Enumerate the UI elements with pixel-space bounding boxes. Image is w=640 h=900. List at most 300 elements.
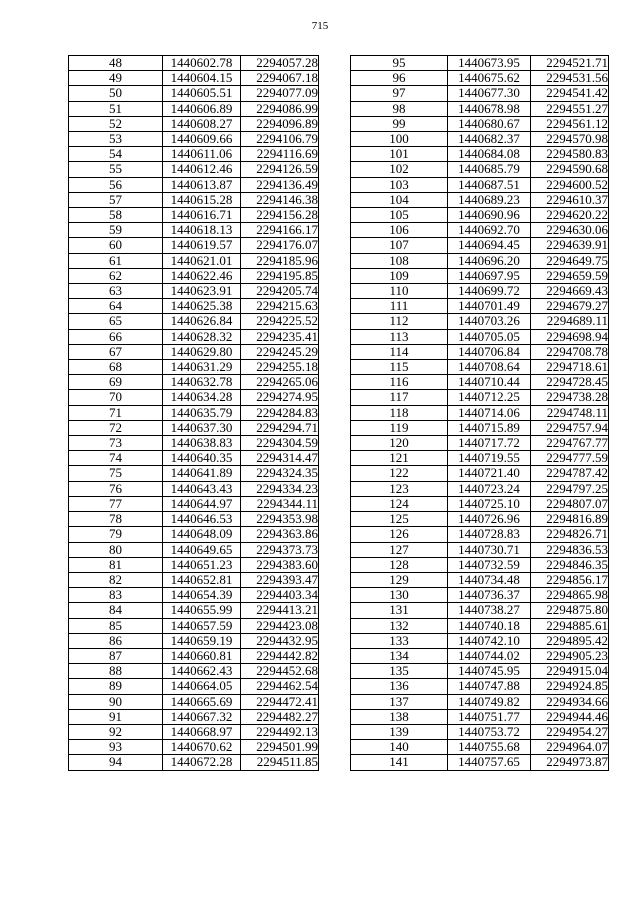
point-number-cell: 66 xyxy=(69,329,163,344)
point-number-cell: 102 xyxy=(351,162,448,177)
point-number-cell: 65 xyxy=(69,314,163,329)
y-coordinate-cell: 2294086.99 xyxy=(241,101,319,116)
y-coordinate-cell: 2294895.42 xyxy=(531,633,609,648)
point-number-cell: 82 xyxy=(69,572,163,587)
y-coordinate-cell: 2294875.80 xyxy=(531,603,609,618)
table-row xyxy=(69,284,319,299)
point-number-cell: 116 xyxy=(351,375,448,390)
point-number-cell: 68 xyxy=(69,360,163,375)
table-row xyxy=(69,694,319,709)
point-number-cell: 114 xyxy=(351,344,448,359)
y-coordinate-cell: 2294856.17 xyxy=(531,572,609,587)
x-coordinate-cell: 1440708.64 xyxy=(448,360,531,375)
point-number-cell: 67 xyxy=(69,344,163,359)
x-coordinate-cell: 1440648.09 xyxy=(163,527,241,542)
table-row xyxy=(351,71,609,86)
point-number-cell: 124 xyxy=(351,496,448,511)
point-number-cell: 54 xyxy=(69,147,163,162)
table-row xyxy=(69,512,319,527)
table-row xyxy=(351,557,609,572)
table-row xyxy=(69,208,319,223)
point-number-cell: 101 xyxy=(351,147,448,162)
y-coordinate-cell: 2294600.52 xyxy=(531,177,609,192)
table-row xyxy=(69,268,319,283)
table-row xyxy=(69,648,319,663)
y-coordinate-cell: 2294452.68 xyxy=(241,664,319,679)
y-coordinate-cell: 2294314.47 xyxy=(241,451,319,466)
point-number-cell: 121 xyxy=(351,451,448,466)
x-coordinate-cell: 1440732.59 xyxy=(448,557,531,572)
x-coordinate-cell: 1440618.13 xyxy=(163,223,241,238)
point-number-cell: 119 xyxy=(351,420,448,435)
y-coordinate-cell: 2294561.12 xyxy=(531,116,609,131)
table-row xyxy=(351,496,609,511)
table-row xyxy=(69,132,319,147)
y-coordinate-cell: 2294462.54 xyxy=(241,679,319,694)
table-row xyxy=(351,603,609,618)
y-coordinate-cell: 2294403.34 xyxy=(241,588,319,603)
point-number-cell: 53 xyxy=(69,132,163,147)
table-row xyxy=(351,694,609,709)
y-coordinate-cell: 2294195.85 xyxy=(241,268,319,283)
y-coordinate-cell: 2294096.89 xyxy=(241,116,319,131)
x-coordinate-cell: 1440697.95 xyxy=(448,268,531,283)
y-coordinate-cell: 2294432.95 xyxy=(241,633,319,648)
table-row xyxy=(351,299,609,314)
x-coordinate-cell: 1440606.89 xyxy=(163,101,241,116)
x-coordinate-cell: 1440643.43 xyxy=(163,481,241,496)
point-number-cell: 136 xyxy=(351,679,448,694)
point-number-cell: 141 xyxy=(351,755,448,770)
x-coordinate-cell: 1440706.84 xyxy=(448,344,531,359)
table-row xyxy=(69,56,319,71)
x-coordinate-cell: 1440725.10 xyxy=(448,496,531,511)
x-coordinate-cell: 1440602.78 xyxy=(163,56,241,71)
y-coordinate-cell: 2294836.53 xyxy=(531,542,609,557)
point-number-cell: 60 xyxy=(69,238,163,253)
table-row xyxy=(351,132,609,147)
table-row xyxy=(351,116,609,131)
table-row xyxy=(351,618,609,633)
point-number-cell: 117 xyxy=(351,390,448,405)
point-number-cell: 70 xyxy=(69,390,163,405)
x-coordinate-cell: 1440668.97 xyxy=(163,724,241,739)
point-number-cell: 107 xyxy=(351,238,448,253)
y-coordinate-cell: 2294413.21 xyxy=(241,603,319,618)
x-coordinate-cell: 1440629.80 xyxy=(163,344,241,359)
table-row xyxy=(351,375,609,390)
table-row xyxy=(351,527,609,542)
table-row xyxy=(351,360,609,375)
y-coordinate-cell: 2294738.28 xyxy=(531,390,609,405)
point-number-cell: 91 xyxy=(69,709,163,724)
x-coordinate-cell: 1440749.82 xyxy=(448,694,531,709)
x-coordinate-cell: 1440721.40 xyxy=(448,466,531,481)
point-number-cell: 75 xyxy=(69,466,163,481)
point-number-cell: 85 xyxy=(69,618,163,633)
x-coordinate-cell: 1440628.32 xyxy=(163,329,241,344)
point-number-cell: 89 xyxy=(69,679,163,694)
table-row xyxy=(69,375,319,390)
point-number-cell: 79 xyxy=(69,527,163,542)
point-number-cell: 115 xyxy=(351,360,448,375)
x-coordinate-cell: 1440712.25 xyxy=(448,390,531,405)
table-row xyxy=(351,268,609,283)
point-number-cell: 104 xyxy=(351,192,448,207)
point-number-cell: 123 xyxy=(351,481,448,496)
x-coordinate-cell: 1440667.32 xyxy=(163,709,241,724)
table-row xyxy=(351,436,609,451)
y-coordinate-cell: 2294423.08 xyxy=(241,618,319,633)
point-number-cell: 131 xyxy=(351,603,448,618)
y-coordinate-cell: 2294846.35 xyxy=(531,557,609,572)
point-number-cell: 88 xyxy=(69,664,163,679)
x-coordinate-cell: 1440705.05 xyxy=(448,329,531,344)
table-row xyxy=(69,177,319,192)
x-coordinate-cell: 1440626.84 xyxy=(163,314,241,329)
point-number-cell: 138 xyxy=(351,709,448,724)
point-number-cell: 49 xyxy=(69,71,163,86)
y-coordinate-cell: 2294294.71 xyxy=(241,420,319,435)
y-coordinate-cell: 2294344.11 xyxy=(241,496,319,511)
x-coordinate-cell: 1440730.71 xyxy=(448,542,531,557)
x-coordinate-cell: 1440682.37 xyxy=(448,132,531,147)
y-coordinate-cell: 2294964.07 xyxy=(531,740,609,755)
y-coordinate-cell: 2294324.35 xyxy=(241,466,319,481)
y-coordinate-cell: 2294570.98 xyxy=(531,132,609,147)
point-number-cell: 78 xyxy=(69,512,163,527)
point-number-cell: 135 xyxy=(351,664,448,679)
point-number-cell: 122 xyxy=(351,466,448,481)
table-row xyxy=(69,329,319,344)
x-coordinate-cell: 1440685.79 xyxy=(448,162,531,177)
y-coordinate-cell: 2294924.85 xyxy=(531,679,609,694)
table-row xyxy=(351,192,609,207)
y-coordinate-cell: 2294235.41 xyxy=(241,329,319,344)
point-number-cell: 112 xyxy=(351,314,448,329)
x-coordinate-cell: 1440734.48 xyxy=(448,572,531,587)
x-coordinate-cell: 1440745.95 xyxy=(448,664,531,679)
y-coordinate-cell: 2294136.49 xyxy=(241,177,319,192)
x-coordinate-cell: 1440611.06 xyxy=(163,147,241,162)
y-coordinate-cell: 2294116.69 xyxy=(241,147,319,162)
x-coordinate-cell: 1440619.57 xyxy=(163,238,241,253)
y-coordinate-cell: 2294146.38 xyxy=(241,192,319,207)
point-number-cell: 99 xyxy=(351,116,448,131)
x-coordinate-cell: 1440638.83 xyxy=(163,436,241,451)
table-row xyxy=(69,466,319,481)
y-coordinate-cell: 2294531.56 xyxy=(531,71,609,86)
table-row xyxy=(69,603,319,618)
y-coordinate-cell: 2294353.98 xyxy=(241,512,319,527)
y-coordinate-cell: 2294442.82 xyxy=(241,648,319,663)
point-number-cell: 139 xyxy=(351,724,448,739)
y-coordinate-cell: 2294482.27 xyxy=(241,709,319,724)
y-coordinate-cell: 2294501.99 xyxy=(241,740,319,755)
y-coordinate-cell: 2294767.77 xyxy=(531,436,609,451)
x-coordinate-cell: 1440613.87 xyxy=(163,177,241,192)
table-row xyxy=(69,71,319,86)
point-number-cell: 84 xyxy=(69,603,163,618)
coordinates-table-right xyxy=(350,55,609,771)
y-coordinate-cell: 2294708.78 xyxy=(531,344,609,359)
y-coordinate-cell: 2294954.27 xyxy=(531,724,609,739)
y-coordinate-cell: 2294610.37 xyxy=(531,192,609,207)
y-coordinate-cell: 2294659.59 xyxy=(531,268,609,283)
x-coordinate-cell: 1440694.45 xyxy=(448,238,531,253)
x-coordinate-cell: 1440755.68 xyxy=(448,740,531,755)
table-row xyxy=(351,512,609,527)
point-number-cell: 87 xyxy=(69,648,163,663)
table-row xyxy=(351,755,609,770)
y-coordinate-cell: 2294639.91 xyxy=(531,238,609,253)
y-coordinate-cell: 2294807.07 xyxy=(531,496,609,511)
point-number-cell: 61 xyxy=(69,253,163,268)
x-coordinate-cell: 1440726.96 xyxy=(448,512,531,527)
table-row xyxy=(351,162,609,177)
point-number-cell: 108 xyxy=(351,253,448,268)
point-number-cell: 126 xyxy=(351,527,448,542)
x-coordinate-cell: 1440701.49 xyxy=(448,299,531,314)
y-coordinate-cell: 2294057.28 xyxy=(241,56,319,71)
y-coordinate-cell: 2294363.86 xyxy=(241,527,319,542)
point-number-cell: 62 xyxy=(69,268,163,283)
x-coordinate-cell: 1440657.59 xyxy=(163,618,241,633)
table-row xyxy=(351,633,609,648)
table-row xyxy=(69,86,319,101)
point-number-cell: 94 xyxy=(69,755,163,770)
point-number-cell: 96 xyxy=(351,71,448,86)
y-coordinate-cell: 2294284.83 xyxy=(241,405,319,420)
point-number-cell: 106 xyxy=(351,223,448,238)
table-row xyxy=(69,588,319,603)
x-coordinate-cell: 1440717.72 xyxy=(448,436,531,451)
point-number-cell: 72 xyxy=(69,420,163,435)
y-coordinate-cell: 2294472.41 xyxy=(241,694,319,709)
point-number-cell: 77 xyxy=(69,496,163,511)
table-row xyxy=(69,162,319,177)
y-coordinate-cell: 2294373.73 xyxy=(241,542,319,557)
y-coordinate-cell: 2294630.06 xyxy=(531,223,609,238)
point-number-cell: 71 xyxy=(69,405,163,420)
point-number-cell: 120 xyxy=(351,436,448,451)
coordinates-table-left xyxy=(68,55,319,771)
y-coordinate-cell: 2294826.71 xyxy=(531,527,609,542)
point-number-cell: 86 xyxy=(69,633,163,648)
x-coordinate-cell: 1440677.30 xyxy=(448,86,531,101)
x-coordinate-cell: 1440646.53 xyxy=(163,512,241,527)
point-number-cell: 132 xyxy=(351,618,448,633)
x-coordinate-cell: 1440672.28 xyxy=(163,755,241,770)
x-coordinate-cell: 1440728.83 xyxy=(448,527,531,542)
point-number-cell: 52 xyxy=(69,116,163,131)
y-coordinate-cell: 2294580.83 xyxy=(531,147,609,162)
y-coordinate-cell: 2294255.18 xyxy=(241,360,319,375)
y-coordinate-cell: 2294245.29 xyxy=(241,344,319,359)
table-row xyxy=(69,390,319,405)
table-row xyxy=(69,253,319,268)
x-coordinate-cell: 1440744.02 xyxy=(448,648,531,663)
y-coordinate-cell: 2294748.11 xyxy=(531,405,609,420)
table-row xyxy=(351,56,609,71)
x-coordinate-cell: 1440604.15 xyxy=(163,71,241,86)
point-number-cell: 64 xyxy=(69,299,163,314)
table-row xyxy=(69,116,319,131)
x-coordinate-cell: 1440616.71 xyxy=(163,208,241,223)
point-number-cell: 113 xyxy=(351,329,448,344)
y-coordinate-cell: 2294865.98 xyxy=(531,588,609,603)
y-coordinate-cell: 2294511.85 xyxy=(241,755,319,770)
table-row xyxy=(351,572,609,587)
x-coordinate-cell: 1440634.28 xyxy=(163,390,241,405)
x-coordinate-cell: 1440690.96 xyxy=(448,208,531,223)
x-coordinate-cell: 1440651.23 xyxy=(163,557,241,572)
y-coordinate-cell: 2294620.22 xyxy=(531,208,609,223)
y-coordinate-cell: 2294905.23 xyxy=(531,648,609,663)
x-coordinate-cell: 1440615.28 xyxy=(163,192,241,207)
table-row xyxy=(69,481,319,496)
x-coordinate-cell: 1440692.70 xyxy=(448,223,531,238)
table-row xyxy=(351,314,609,329)
x-coordinate-cell: 1440740.18 xyxy=(448,618,531,633)
table-row xyxy=(351,329,609,344)
x-coordinate-cell: 1440625.38 xyxy=(163,299,241,314)
x-coordinate-cell: 1440757.65 xyxy=(448,755,531,770)
point-number-cell: 63 xyxy=(69,284,163,299)
table-row xyxy=(69,572,319,587)
y-coordinate-cell: 2294383.60 xyxy=(241,557,319,572)
table-row xyxy=(351,740,609,755)
point-number-cell: 134 xyxy=(351,648,448,663)
point-number-cell: 83 xyxy=(69,588,163,603)
point-number-cell: 98 xyxy=(351,101,448,116)
y-coordinate-cell: 2294698.94 xyxy=(531,329,609,344)
table-row xyxy=(69,557,319,572)
point-number-cell: 95 xyxy=(351,56,448,71)
table-row xyxy=(351,466,609,481)
table-row xyxy=(351,405,609,420)
point-number-cell: 110 xyxy=(351,284,448,299)
y-coordinate-cell: 2294521.71 xyxy=(531,56,609,71)
point-number-cell: 48 xyxy=(69,56,163,71)
x-coordinate-cell: 1440699.72 xyxy=(448,284,531,299)
table-row xyxy=(69,709,319,724)
point-number-cell: 73 xyxy=(69,436,163,451)
x-coordinate-cell: 1440670.62 xyxy=(163,740,241,755)
table-row xyxy=(351,664,609,679)
table-row xyxy=(69,542,319,557)
point-number-cell: 90 xyxy=(69,694,163,709)
point-number-cell: 51 xyxy=(69,101,163,116)
point-number-cell: 129 xyxy=(351,572,448,587)
x-coordinate-cell: 1440641.89 xyxy=(163,466,241,481)
table-row xyxy=(351,86,609,101)
table-row xyxy=(351,648,609,663)
x-coordinate-cell: 1440675.62 xyxy=(448,71,531,86)
table-row xyxy=(351,101,609,116)
point-number-cell: 74 xyxy=(69,451,163,466)
y-coordinate-cell: 2294077.09 xyxy=(241,86,319,101)
x-coordinate-cell: 1440631.29 xyxy=(163,360,241,375)
x-coordinate-cell: 1440673.95 xyxy=(448,56,531,71)
point-number-cell: 137 xyxy=(351,694,448,709)
x-coordinate-cell: 1440747.88 xyxy=(448,679,531,694)
table-row xyxy=(69,451,319,466)
table-row xyxy=(69,724,319,739)
y-coordinate-cell: 2294126.59 xyxy=(241,162,319,177)
point-number-cell: 55 xyxy=(69,162,163,177)
table-row xyxy=(69,360,319,375)
table-row xyxy=(351,344,609,359)
table-row xyxy=(69,101,319,116)
point-number-cell: 59 xyxy=(69,223,163,238)
table-row xyxy=(69,420,319,435)
x-coordinate-cell: 1440680.67 xyxy=(448,116,531,131)
point-number-cell: 69 xyxy=(69,375,163,390)
y-coordinate-cell: 2294669.43 xyxy=(531,284,609,299)
y-coordinate-cell: 2294176.07 xyxy=(241,238,319,253)
y-coordinate-cell: 2294728.45 xyxy=(531,375,609,390)
x-coordinate-cell: 1440637.30 xyxy=(163,420,241,435)
y-coordinate-cell: 2294679.27 xyxy=(531,299,609,314)
table-row xyxy=(69,223,319,238)
table-row xyxy=(69,299,319,314)
table-row xyxy=(69,238,319,253)
point-number-cell: 50 xyxy=(69,86,163,101)
x-coordinate-cell: 1440751.77 xyxy=(448,709,531,724)
y-coordinate-cell: 2294215.63 xyxy=(241,299,319,314)
point-number-cell: 100 xyxy=(351,132,448,147)
y-coordinate-cell: 2294915.04 xyxy=(531,664,609,679)
y-coordinate-cell: 2294934.66 xyxy=(531,694,609,709)
point-number-cell: 93 xyxy=(69,740,163,755)
y-coordinate-cell: 2294718.61 xyxy=(531,360,609,375)
table-row xyxy=(351,147,609,162)
point-number-cell: 133 xyxy=(351,633,448,648)
x-coordinate-cell: 1440715.89 xyxy=(448,420,531,435)
point-number-cell: 80 xyxy=(69,542,163,557)
y-coordinate-cell: 2294185.96 xyxy=(241,253,319,268)
y-coordinate-cell: 2294689.11 xyxy=(531,314,609,329)
table-row xyxy=(351,588,609,603)
y-coordinate-cell: 2294973.87 xyxy=(531,755,609,770)
x-coordinate-cell: 1440623.91 xyxy=(163,284,241,299)
x-coordinate-cell: 1440660.81 xyxy=(163,648,241,663)
table-row xyxy=(69,664,319,679)
x-coordinate-cell: 1440684.08 xyxy=(448,147,531,162)
x-coordinate-cell: 1440612.46 xyxy=(163,162,241,177)
point-number-cell: 92 xyxy=(69,724,163,739)
x-coordinate-cell: 1440640.35 xyxy=(163,451,241,466)
table-row xyxy=(351,390,609,405)
x-coordinate-cell: 1440714.06 xyxy=(448,405,531,420)
table-row xyxy=(351,223,609,238)
x-coordinate-cell: 1440605.51 xyxy=(163,86,241,101)
table-row xyxy=(69,314,319,329)
x-coordinate-cell: 1440659.19 xyxy=(163,633,241,648)
point-number-cell: 109 xyxy=(351,268,448,283)
x-coordinate-cell: 1440736.37 xyxy=(448,588,531,603)
table-row xyxy=(69,436,319,451)
table-row xyxy=(351,420,609,435)
x-coordinate-cell: 1440608.27 xyxy=(163,116,241,131)
x-coordinate-cell: 1440742.10 xyxy=(448,633,531,648)
y-coordinate-cell: 2294265.06 xyxy=(241,375,319,390)
page-number: 715 xyxy=(311,20,329,32)
x-coordinate-cell: 1440662.43 xyxy=(163,664,241,679)
table-row xyxy=(69,618,319,633)
table-row xyxy=(351,238,609,253)
